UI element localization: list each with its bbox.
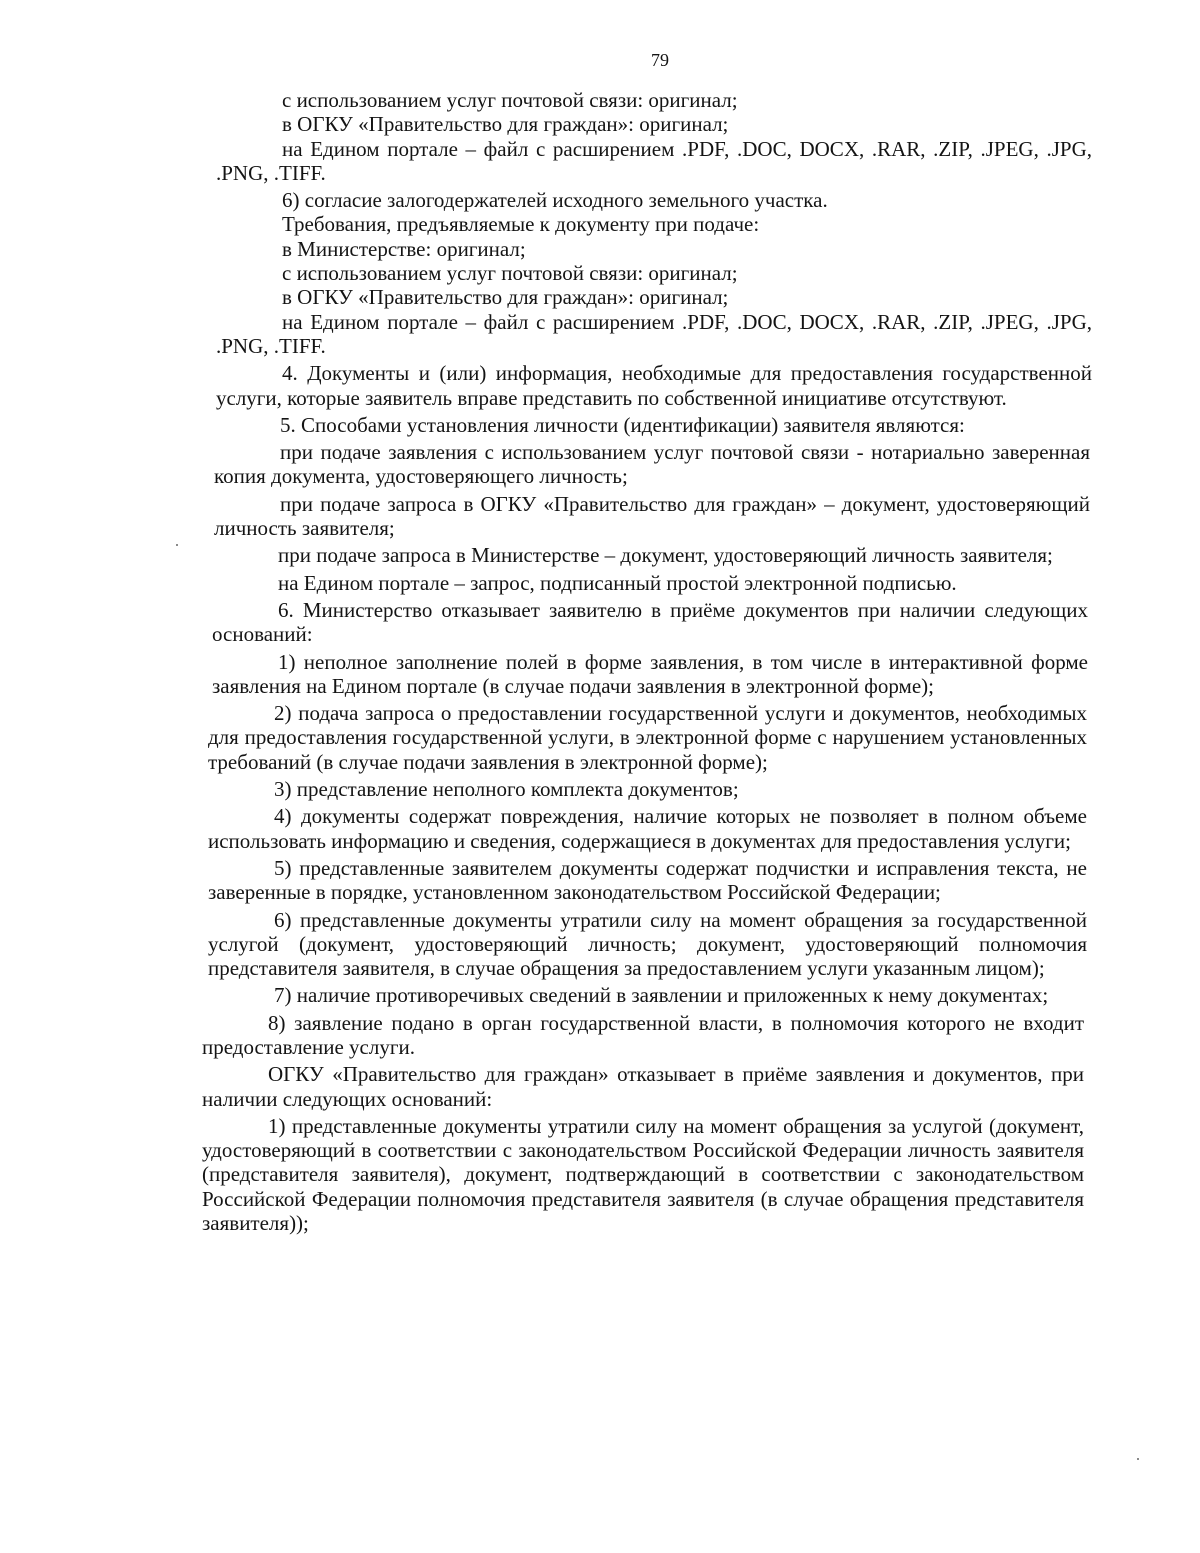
paragraph: с использованием услуг почтовой связи: оригинал; [282, 88, 738, 112]
paragraph: 7) наличие противоречивых сведений в заявлении и приложенных к нему документах; [274, 983, 1049, 1008]
paragraph: 1) неполное заполнение полей в форме заявления, в том числе в интерактивной форме заявления на Едином портале (в случае подачи заявления в электронной форме); [212, 649, 1088, 698]
paragraph: на Едином портале – файл с расширением .PDF, .DOC, DOCX, .RAR, .ZIP, .JPEG, .JPG, .PNG, .TIFF. [216, 136, 1092, 185]
paragraph: при подаче заявления с использованием услуг почтовой связи - нотариально заверенная копия документа, удостоверяющего личность; [214, 440, 1090, 489]
paragraph: ОГКУ «Правительство для граждан» отказывает в приёме заявления и документов, при наличии следующих оснований: [202, 1062, 1084, 1111]
scan-speck [1137, 1458, 1139, 1460]
paragraph: 3) представление неполного комплекта документов; [274, 777, 739, 802]
paragraph: 4) документы содержат повреждения, наличие которых не позволяет в полном объеме использовать информацию и сведения, содержащиеся в документах для предоставления услуги; [208, 804, 1087, 853]
paragraph: 4. Документы и (или) информация, необходимые для предоставления государственной услуги, которые заявитель вправе представить по собственной инициативе отсутствуют. [216, 361, 1092, 410]
paragraph: 2) подача запроса о предоставлении государственной услуги и документов, необходимых для предоставления государственной услуги, в электронной форме с нарушением установленных требований (в случае подачи заявления в электронной форме); [208, 701, 1087, 774]
scan-speck [176, 544, 178, 546]
paragraph: 5. Способами установления личности (идентификации) заявителя являются: [280, 412, 965, 437]
paragraph: 6. Министерство отказывает заявителю в приёме документов при наличии следующих оснований: [212, 597, 1088, 647]
paragraph: в ОГКУ «Правительство для граждан»: оригинал; [282, 112, 729, 137]
paragraph: 6) представленные документы утратили силу на момент обращения за государственной услугой (документ, удостоверяющий личность; документ, удостоверяющий полномочия представителя заявителя, в случае обращения за предоставлением услуги указанным лицом); [208, 907, 1087, 981]
paragraph: 8) заявление подано в орган государственной власти, в полномочия которого не входит предоставление услуги. [202, 1010, 1084, 1059]
paragraph: на Едином портале – запрос, подписанный простой электронной подписью. [278, 570, 957, 595]
paragraph: 5) представленные заявителем документы содержат подчистки и исправления текста, не заверенные в порядке, установленном законодательством Российской Федерации; [208, 855, 1087, 905]
paragraph: на Едином портале – файл с расширением .PDF, .DOC, DOCX, .RAR, .ZIP, .JPEG, .JPG, .PNG, .TIFF. [216, 309, 1092, 358]
paragraph: Требования, предъявляемые к документу при подаче: [282, 212, 760, 237]
paragraph: в ОГКУ «Правительство для граждан»: оригинал; [282, 285, 729, 310]
page-number: 79 [651, 50, 669, 70]
document-body [0, 88, 1200, 1235]
paragraph: 6) согласие залогодержателей исходного земельного участка. [282, 188, 828, 213]
paragraph: с использованием услуг почтовой связи: оригинал; [282, 261, 738, 286]
paragraph: при подаче запроса в ОГКУ «Правительство для граждан» – документ, удостоверяющий личность заявителя; [214, 491, 1090, 541]
paragraph: 1) представленные документы утратили силу на момент обращения за услугой (документ, удостоверяющий в соответствии с законодательством Российской Федерации личность заявителя (представителя заявителя), документ, подтверждающий в соответствии с законодательством Российской Федерации полномочия представителя заявителя (в случае обращения представителя заявителя)); [202, 1113, 1084, 1236]
paragraph: в Министерстве: оригинал; [282, 236, 526, 261]
paragraph: при подаче запроса в Министерстве – документ, удостоверяющий личность заявителя; [278, 543, 1053, 568]
